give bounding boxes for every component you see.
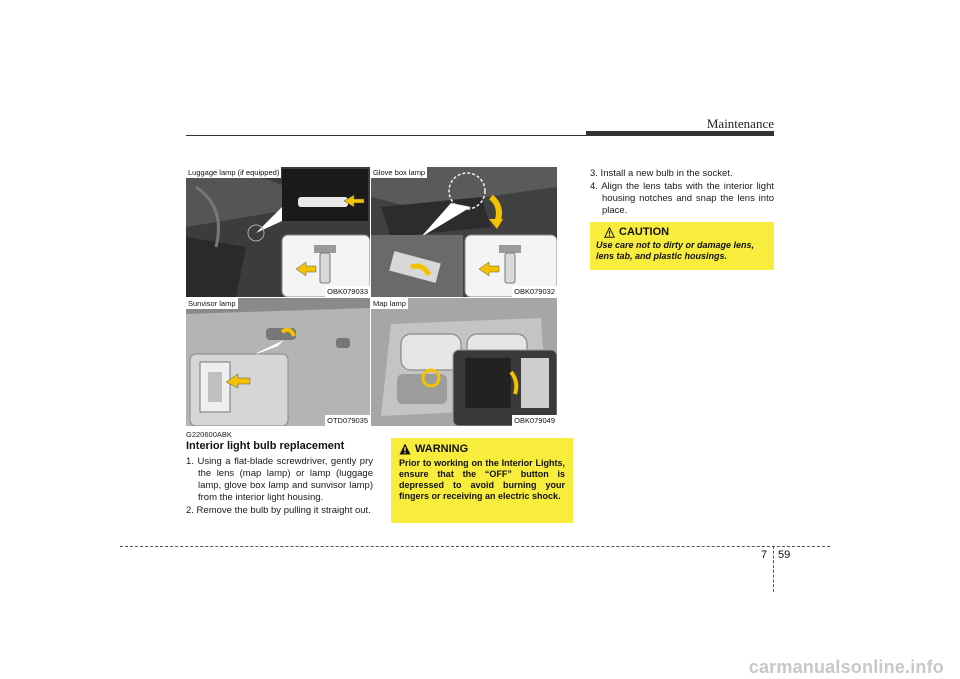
luggage-lamp-illustration <box>186 167 370 297</box>
section-heading: Interior light bulb replacement <box>186 440 345 452</box>
caution-triangle-icon <box>604 227 615 238</box>
glove-box-lamp-illustration <box>371 167 557 297</box>
figure-luggage-lamp <box>186 167 370 297</box>
figure-code: OBK079033 <box>327 287 368 296</box>
figure-sunvisor-lamp <box>186 298 370 426</box>
step-item: 4. Align the lens tabs with the interior light housing notches and snap the lens into place. <box>590 181 774 216</box>
warning-triangle-icon <box>399 443 411 455</box>
steps-list-continued <box>590 168 774 218</box>
step-item: 3. Install a new bulb in the socket. <box>590 168 733 179</box>
sunvisor-lamp-illustration <box>186 298 370 426</box>
caution-callout <box>590 222 774 270</box>
steps-list <box>186 456 373 518</box>
figure-map-lamp <box>371 298 557 426</box>
caution-title: CAUTION <box>619 226 670 238</box>
watermark: carmanualsonline.info <box>748 657 944 677</box>
step-item: 2. Remove the bulb by pulling it straight out. <box>186 505 371 516</box>
figure-glove-box-lamp <box>371 167 557 297</box>
footer-divider <box>773 546 774 592</box>
warning-title: WARNING <box>415 443 469 455</box>
caution-text: Use care not to dirty or damage lens, lens tab, and plastic housings. <box>596 240 755 261</box>
figure-code: OBK079049 <box>514 416 555 425</box>
section-code: G220600ABK <box>186 430 232 439</box>
warning-header <box>399 443 565 455</box>
page-section-title: Maintenance <box>706 116 774 131</box>
caution-header <box>604 226 768 238</box>
page-number: 59 <box>778 549 791 561</box>
figure-label: Sunvisor lamp <box>188 299 236 308</box>
figure-code: OTD079035 <box>327 416 368 425</box>
chapter-number: 7 <box>761 549 768 561</box>
map-lamp-illustration <box>371 298 557 426</box>
footer-rule <box>120 546 830 547</box>
warning-text: Prior to working on the Interior Lights, ensure that the “OFF” button is depressed to avoid burning your fingers or receiving an electric shock. <box>399 458 565 501</box>
figure-label: Glove box lamp <box>373 168 426 177</box>
step-item: 1. Using a flat-blade screwdriver, gently pry the lens (map lamp) or lamp (luggage lamp, glove box lamp and sunvisor lamp) from the interior light housing. <box>186 456 373 503</box>
figure-code: OBK079032 <box>514 287 555 296</box>
figure-label: Luggage lamp (if equipped) <box>188 168 280 177</box>
header-rule-accent <box>586 131 774 136</box>
figure-label: Map lamp <box>373 299 406 308</box>
warning-callout <box>391 438 573 523</box>
